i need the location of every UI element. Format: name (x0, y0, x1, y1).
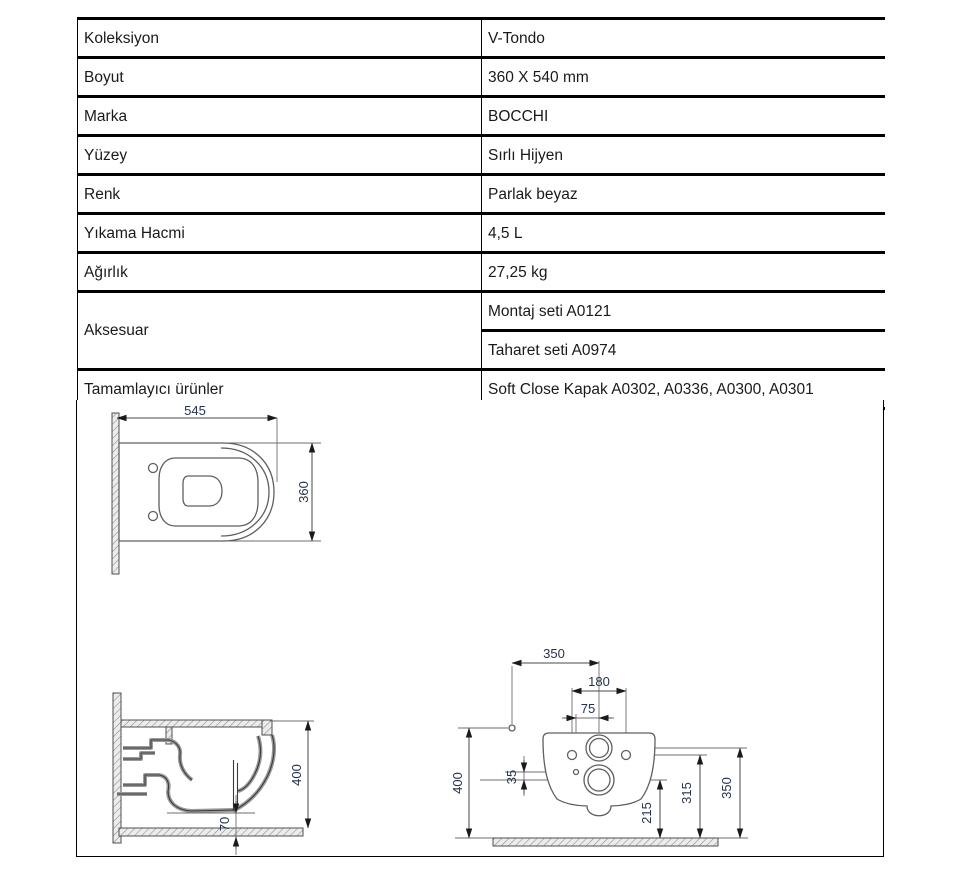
plan-view-drawing (95, 406, 380, 601)
spec-label-cell: Marka (78, 97, 482, 136)
spec-value-cell: Parlak beyaz (482, 175, 885, 214)
side-floor (119, 828, 303, 836)
dim-label-215: 215 (639, 802, 654, 824)
spec-value-cell: 27,25 kg (482, 253, 885, 292)
spec-value-cell: Taharet seti A0974 (482, 331, 885, 370)
table-row (78, 292, 885, 331)
spec-table (77, 17, 885, 410)
side-view-drawing (95, 691, 405, 863)
spec-label-cell: Koleksiyon (78, 19, 482, 58)
technical-drawing-panel (76, 400, 884, 857)
reference-point (509, 725, 515, 731)
dim-label-350-right: 350 (719, 777, 734, 799)
spec-label-cell: Tamamlayıcı ürünler (78, 370, 482, 409)
rear-dim-height (450, 728, 469, 838)
spec-value-cell: Montaj seti A0121 (482, 292, 885, 331)
rear-view-drawing (450, 628, 880, 856)
rear-dim-side-offset (512, 646, 599, 663)
table-row (78, 136, 885, 175)
rear-dim-fixing-span (572, 674, 626, 691)
dim-label-400-rear: 400 (450, 772, 465, 794)
dim-label-545: 545 (184, 406, 206, 418)
dim-label-70: 70 (217, 816, 232, 832)
rear-floor (493, 838, 718, 846)
spec-label-cell: Boyut (78, 58, 482, 97)
table-row (78, 97, 885, 136)
plan-bowl-outline (119, 443, 274, 541)
spec-label-cell: Ağırlık (78, 253, 482, 292)
spec-value-cell: V-Tondo (482, 19, 885, 58)
rear-dim-fixing-height (679, 755, 700, 838)
dim-label-360: 360 (296, 481, 311, 503)
spec-label-cell: Renk (78, 175, 482, 214)
dim-label-35: 35 (504, 769, 519, 785)
side-rim (121, 720, 272, 744)
spec-value-cell: Sırlı Hijyen (482, 136, 885, 175)
side-dim-height (270, 721, 314, 828)
side-section-walls (117, 735, 274, 811)
spec-label-cell: Aksesuar (78, 292, 482, 370)
spec-value-cell: 4,5 L (482, 214, 885, 253)
rear-dim-small-offset (504, 756, 524, 796)
table-row (78, 19, 885, 58)
side-wall (113, 693, 121, 843)
plan-dim-width (296, 443, 312, 541)
spec-label-cell: Yüzey (78, 136, 482, 175)
table-row (78, 175, 885, 214)
spec-value-cell: Soft Close Kapak A0302, A0336, A0300, A0301 (482, 370, 885, 409)
rear-dim-inlet-height (719, 748, 740, 838)
dim-label-350-top: 350 (543, 646, 565, 661)
dim-label-315: 315 (679, 782, 694, 804)
dim-label-400: 400 (289, 764, 304, 786)
spec-label-cell: Yıkama Hacmi (78, 214, 482, 253)
table-row (78, 253, 885, 292)
rear-dim-inner-span (562, 701, 614, 718)
dim-label-75: 75 (580, 701, 596, 716)
rear-body-outline (509, 725, 655, 816)
dim-label-180: 180 (588, 674, 610, 689)
plan-wall (112, 413, 119, 574)
spec-value-cell: BOCCHI (482, 97, 885, 136)
spec-value-cell: 360 X 540 mm (482, 58, 885, 97)
table-row (78, 214, 885, 253)
table-row (78, 58, 885, 97)
